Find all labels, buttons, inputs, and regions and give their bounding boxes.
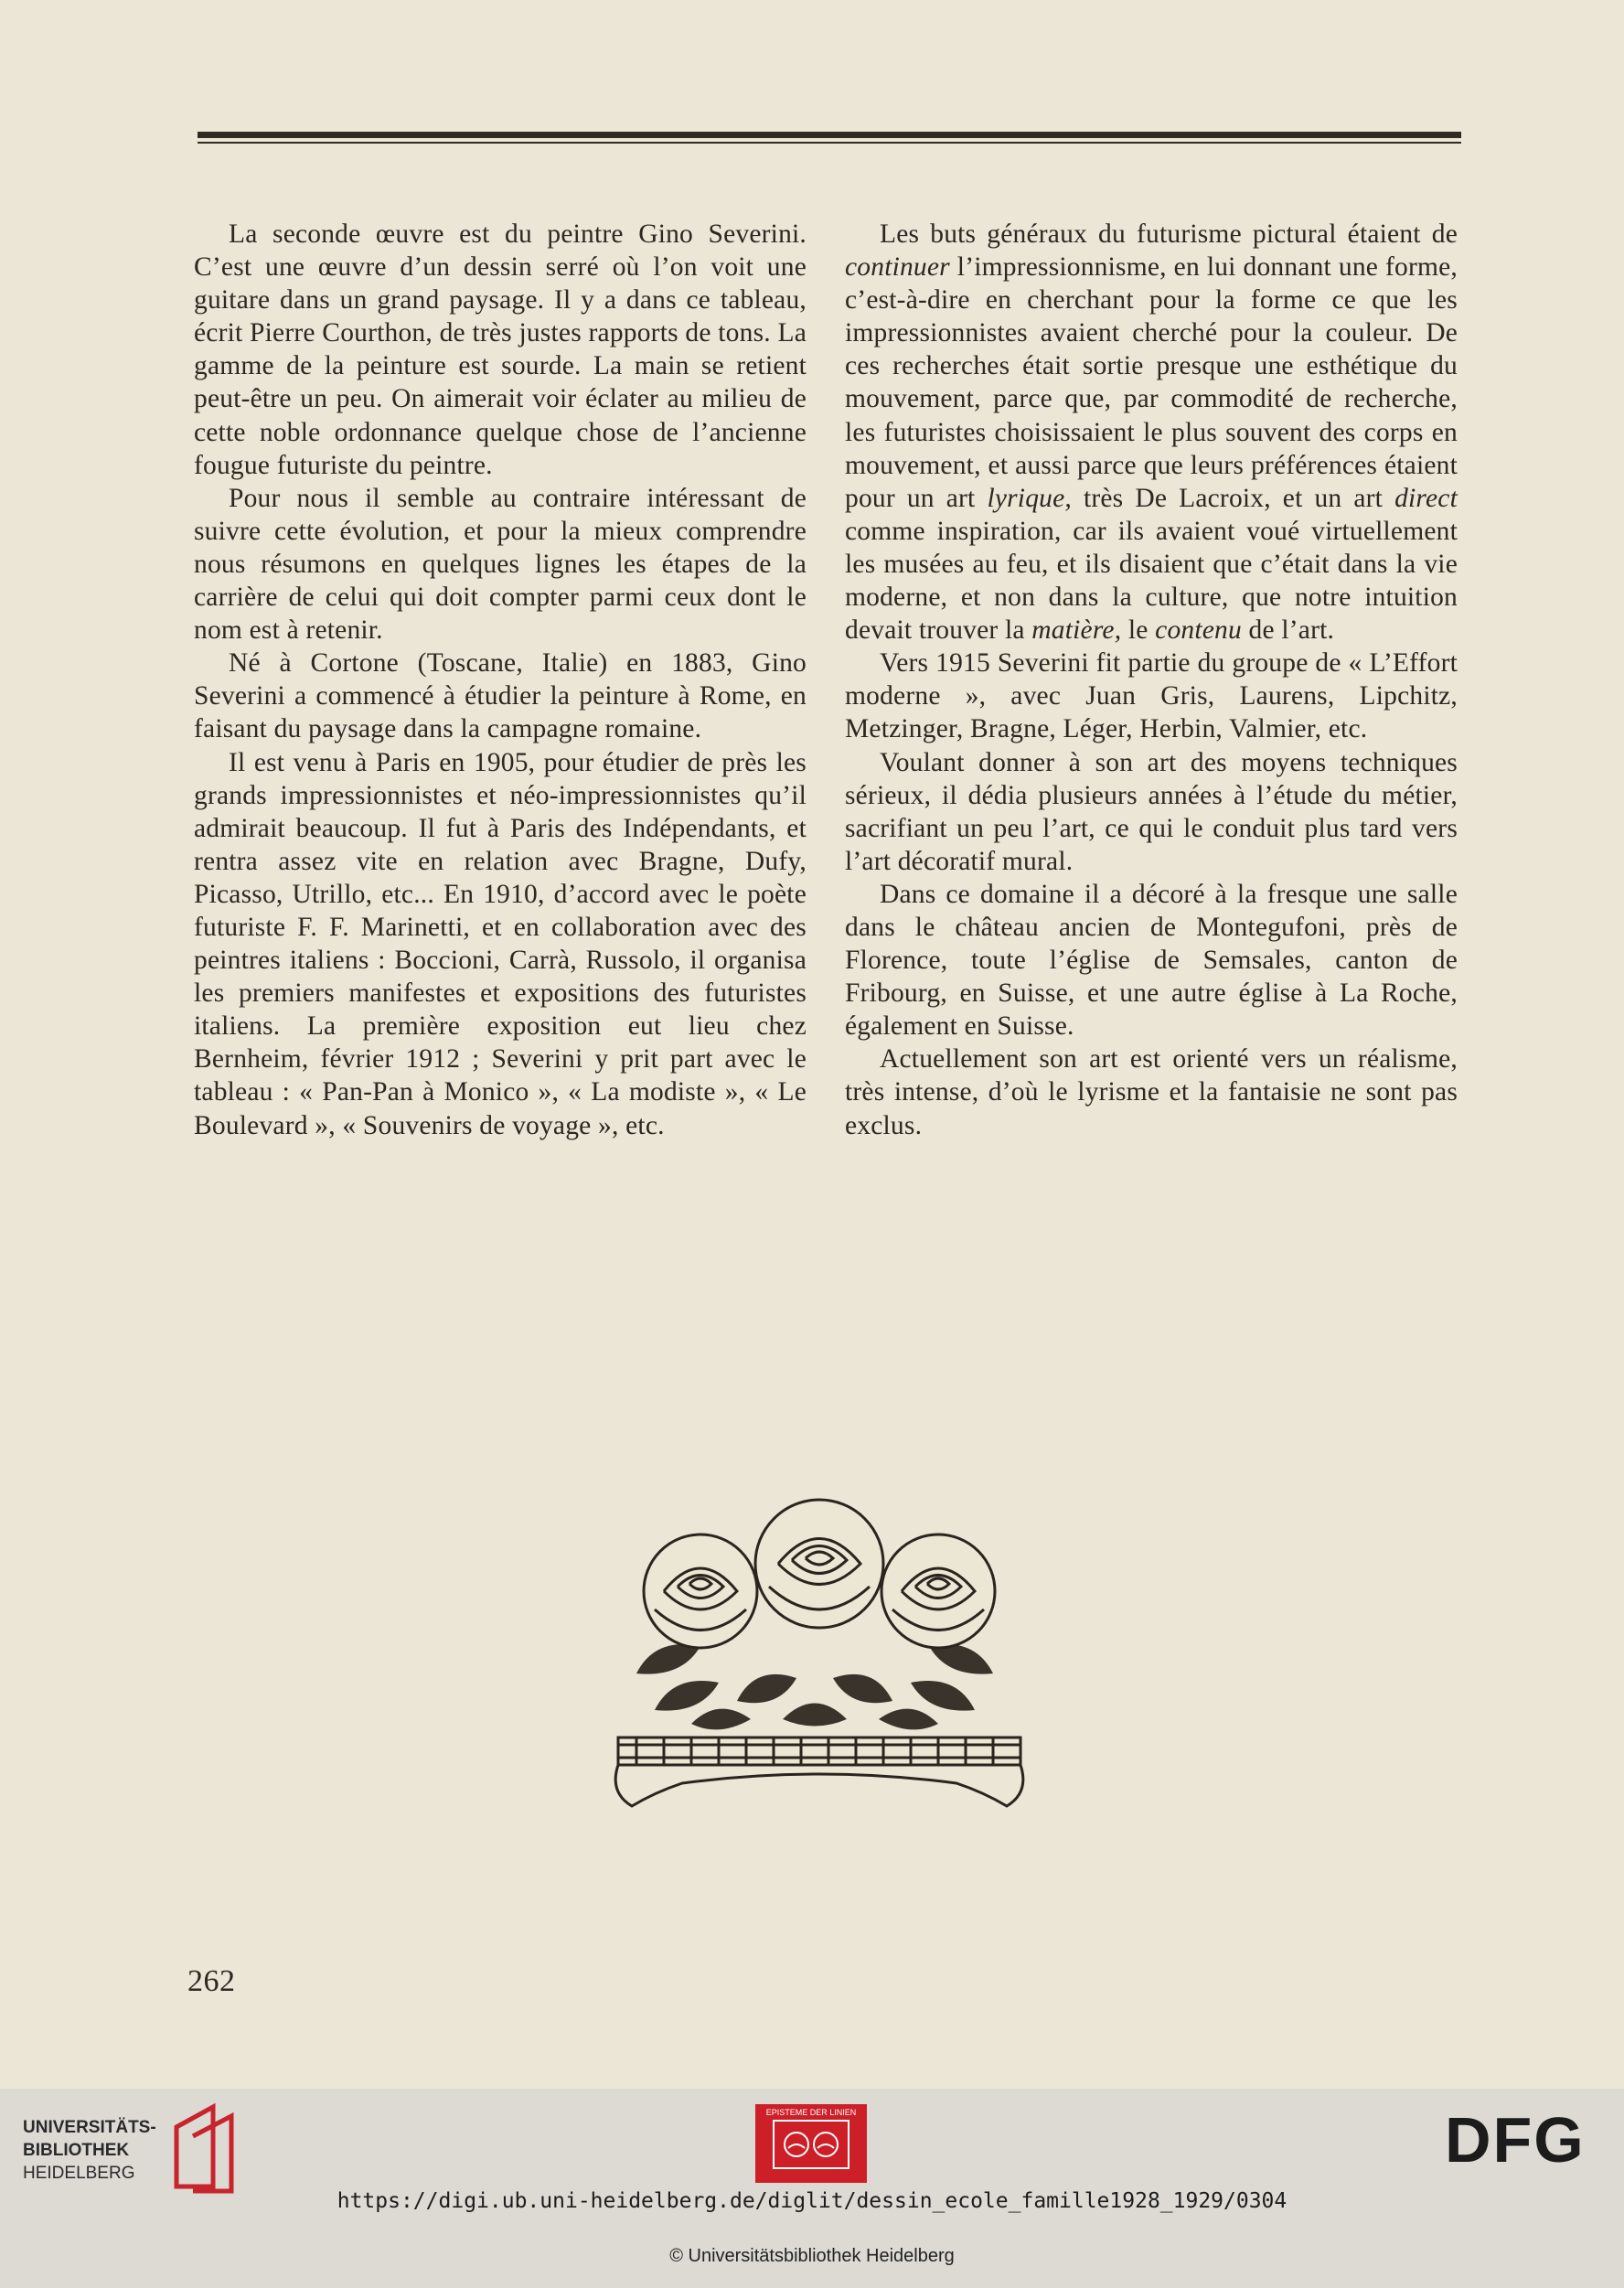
permalink-url[interactable]: https://digi.ub.uni-heidelberg.de/diglit/dessin_ecole_famille1928_1929/0304	[337, 2189, 1287, 2213]
library-line-3: HEIDELBERG	[23, 2164, 135, 2183]
right-column	[845, 218, 1458, 1142]
rose-basket-vignette-icon	[600, 1491, 1039, 1811]
ub-mark-icon	[167, 2100, 240, 2200]
library-line-2: BIBLIOTHEK	[23, 2141, 130, 2160]
right-paragraph-4: Dans ce domaine il a décoré à la fresque une salle dans le château ancien de Montegufoni, près de Florence, toute l’église de Semsales, canton de Fribourg, en Suisse, et une autre église à La Roche, également en Suisse.	[845, 879, 1458, 1042]
dfg-logo-text: DFG	[1445, 2107, 1586, 2171]
header-rule	[198, 128, 1461, 148]
italic-word-matiere: matière,	[1031, 615, 1122, 646]
header-rule-thick	[198, 132, 1461, 138]
text-run: de l’art.	[1248, 615, 1335, 646]
library-name	[23, 2116, 156, 2185]
text-run: Les buts généraux du futurisme pictural étaient de	[880, 219, 1458, 249]
episteme-der-linien-logo-icon[interactable]	[755, 2104, 867, 2183]
right-paragraph-5: Actuellement son art est orienté vers un réalisme, très intense, d’où le lyrisme et la fantaisie ne sont pas exclus.	[845, 1044, 1458, 1140]
left-paragraph-4: Il est venu à Paris en 1905, pour étudier de près les grands impressionnistes et néo-impressionnistes qu’il admirait beaucoup. Il fut à Paris des Indépendants, et rentra assez vite en relation avec Bragne, Dufy, Picasso, Utrillo, etc... En 1910, d’accord avec le poète futuriste F. F. Marinetti, et en collaboration avec des peintres italiens : Boccioni, Carrà, Russolo, il organisa les premiers manifestes et expositions des futuristes italiens. La première exposition eut lieu chez Bernheim, février 1912 ; Severini y prit part avec le tableau : « Pan-Pan à Monico », « La modiste », « Le Boulevard », « Souvenirs de voyage », etc.	[194, 747, 807, 1140]
italic-word-lyrique: lyrique,	[987, 483, 1072, 513]
right-paragraph-1	[845, 218, 1458, 647]
right-paragraph-3: Voulant donner à son art des moyens techniques sérieux, il dédia plusieurs années à l’étude du métier, sacrifiant un peu l’art, ce qui le conduit plus tard vers l’art décoratif mural.	[845, 747, 1458, 876]
text-run: très De Lacroix, et un art	[1083, 483, 1384, 513]
text-run: comme inspiration, car ils avaient voué virtuellement les musées au feu, et ils disaient que c’était dans la vie moderne, et non dans la culture, que notre intuition devait trouver la	[845, 516, 1458, 646]
dfg-logo-icon[interactable]	[1445, 2107, 1602, 2171]
ub-heidelberg-logo-icon[interactable]	[23, 2100, 233, 2200]
left-paragraph-3: Né à Cortone (Toscane, Italie) en 1883, Gino Severini a commencé à étudier la peinture à Rome, en faisant du paysage dans la campagne romaine.	[194, 648, 807, 744]
page-number: 262	[187, 1964, 236, 1998]
left-column	[194, 218, 807, 1142]
text-run: le	[1127, 615, 1149, 646]
italic-word-continuer: continuer	[845, 252, 950, 283]
epistemes-logo-text: EPISTEME DER LINIEN	[765, 2108, 857, 2117]
italic-word-direct: direct	[1394, 483, 1458, 513]
library-line-1: UNIVERSITÄTS-	[23, 2118, 156, 2137]
italic-word-contenu: contenu	[1155, 615, 1242, 646]
copyright-notice: © Universitätsbibliothek Heidelberg	[669, 2246, 955, 2266]
header-rule-thin	[198, 142, 1461, 144]
left-paragraph-1: La seconde œuvre est du peintre Gino Severini. C’est une œuvre d’un dessin serré où l’on voit une guitare dans un grand paysage. Il y a dans ce tableau, écrit Pierre Courthon, de très justes rapports de tons. La gamme de la peinture est sourde. La main se retient peut-être un peu. On aimerait voir éclater au milieu de cette noble ordonnance quelque chose de l’ancienne fougue futuriste du peintre.	[194, 219, 807, 480]
right-paragraph-2: Vers 1915 Severini fit partie du groupe de « L’Effort moderne », avec Juan Gris, Laurens, Lipchitz, Metzinger, Bragne, Léger, Herbin, Valmier, etc.	[845, 648, 1458, 744]
viewer-footer	[0, 2089, 1624, 2288]
text-run: l’impressionnisme, en lui donnant une forme, c’est-à-dire en cherchant pour la forme ce que les impressionnistes avaient cherché pour la couleur. De ces recherches était sortie presque une esthétique du mouvement, parce que, par commodité de recherche, les futuristes choisissaient le plus souvent des corps en mouvement, et aussi parce que leurs préférences étaient pour un art	[845, 252, 1458, 513]
left-paragraph-2: Pour nous il semble au contraire intéressant de suivre cette évolution, et pour la mieux comprendre nous résumons en quelques lignes les étapes de la carrière de celui qui doit compter parmi ceux dont le nom est à retenir.	[194, 483, 807, 646]
